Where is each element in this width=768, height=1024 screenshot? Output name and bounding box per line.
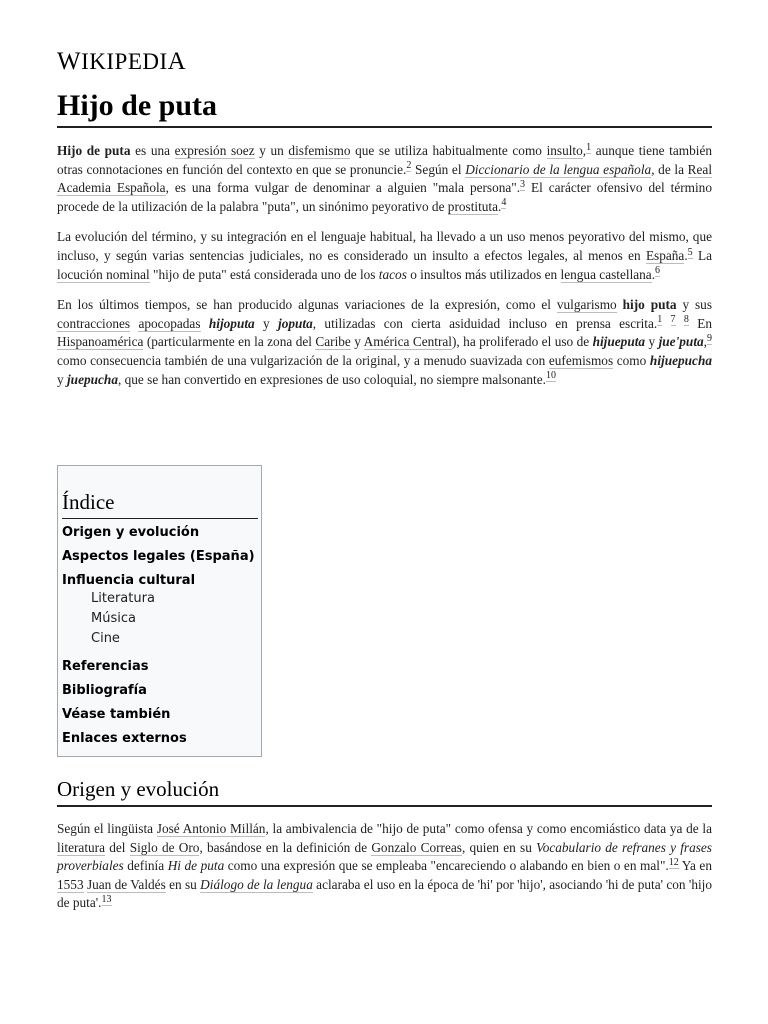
article-link[interactable]: expresión soez bbox=[174, 143, 255, 158]
text-run: como bbox=[613, 352, 650, 368]
text-run: , que se han convertido en expresiones de uso coloquial, no siempre malsonante. bbox=[117, 371, 546, 387]
text-run: ), ha proliferado el uso de bbox=[451, 334, 593, 350]
article-link[interactable]: Juan de Valdés bbox=[86, 876, 166, 892]
toc-cine[interactable]: Cine bbox=[91, 631, 120, 646]
logo-final: A bbox=[167, 48, 187, 75]
article-link[interactable]: Diccionario de la lengua española bbox=[465, 161, 652, 177]
text-run: , de la bbox=[651, 161, 688, 177]
page-title: Hijo de puta bbox=[57, 88, 712, 128]
text-run: , la ambivalencia de "hijo de puta" como ofensa y como encomiástico data ya de la bbox=[265, 821, 712, 836]
text-run: La evolución del término, y su integración en el lenguaje habitual, ha llevado a un uso menos peyorativo del mismo, que incluso, y según varias sentencias judiciales, no es considerado un insulto a efectos legales, al menos en bbox=[57, 229, 712, 263]
bold-italic-term: hijuepucha bbox=[649, 352, 712, 368]
italic-term: Hi de puta bbox=[167, 858, 225, 874]
reference-link[interactable]: 9 bbox=[707, 332, 712, 344]
reference-link[interactable]: 1 bbox=[586, 141, 592, 153]
reference-link[interactable]: 6 bbox=[655, 265, 661, 277]
reference-link[interactable]: 13 bbox=[101, 893, 112, 905]
toc-influencia-cultural[interactable]: Influencia cultural bbox=[62, 573, 196, 588]
text-run: y bbox=[254, 315, 279, 331]
text-run: . bbox=[684, 247, 688, 263]
article-link[interactable]: disfemismo bbox=[288, 143, 351, 158]
text-run: Según el lingüista bbox=[57, 821, 157, 836]
text-run: "hijo de puta" está considerada uno de los bbox=[149, 266, 379, 282]
text-run: En bbox=[688, 315, 713, 331]
intro-paragraph-3 bbox=[57, 296, 712, 389]
bold-italic-term: hijoputa bbox=[208, 315, 255, 331]
intro-paragraph-1 bbox=[57, 142, 712, 216]
text-run: . bbox=[651, 266, 656, 282]
logo-initial: W bbox=[57, 48, 82, 75]
article-link[interactable]: José Antonio Millán bbox=[156, 821, 266, 836]
article-link[interactable]: insulto bbox=[546, 143, 583, 158]
article-page bbox=[57, 48, 712, 389]
text-run: , bbox=[582, 143, 587, 158]
reference-link[interactable]: 7 bbox=[670, 314, 676, 326]
toc-enlaces-externos[interactable]: Enlaces externos bbox=[62, 731, 187, 746]
italic-term: tacos bbox=[378, 266, 407, 282]
toc-musica[interactable]: Música bbox=[91, 611, 136, 626]
text-run: (particularmente en la zona del bbox=[143, 334, 316, 350]
toc-list bbox=[62, 524, 257, 748]
article-link[interactable]: Hispanoamérica bbox=[57, 334, 144, 350]
reference-link[interactable]: 2 bbox=[406, 160, 412, 172]
article-link[interactable]: prostituta bbox=[447, 198, 499, 214]
logo-middle: IKIPEDI bbox=[81, 49, 168, 74]
table-of-contents bbox=[57, 465, 262, 757]
text-run: del bbox=[105, 839, 130, 855]
article-link[interactable]: Caribe bbox=[315, 334, 351, 350]
text-run: La bbox=[692, 247, 712, 263]
text-run bbox=[662, 316, 670, 331]
text-run: , basándose en la definición de bbox=[199, 839, 372, 855]
toc-referencias[interactable]: Referencias bbox=[62, 659, 149, 674]
text-run: definía bbox=[123, 858, 168, 874]
reference-link[interactable]: 10 bbox=[545, 370, 556, 382]
toc-title: Índice bbox=[62, 490, 258, 519]
bold-italic-term: jue'puta bbox=[658, 334, 704, 350]
text-run: El carácter ofensivo del término procede de la utilización de la palabra "puta", un sinónimo peyorativo de bbox=[57, 180, 712, 214]
intro-paragraph-2 bbox=[57, 228, 712, 284]
section-heading-origen: Origen y evolución bbox=[57, 775, 712, 807]
reference-link[interactable]: 12 bbox=[668, 856, 679, 868]
article-link[interactable]: vulgarismo bbox=[556, 297, 617, 313]
toc-literatura[interactable]: Literatura bbox=[91, 591, 155, 606]
reference-link[interactable]: 5 bbox=[687, 246, 693, 258]
article-link[interactable]: eufemismos bbox=[548, 352, 614, 368]
reference-link[interactable]: 3 bbox=[520, 178, 526, 190]
text-run: , utilizadas con cierta asiduidad incluso en prensa escrita. bbox=[312, 315, 658, 331]
toc-vease-tambien[interactable]: Véase también bbox=[62, 707, 171, 722]
text-run: En los últimos tiempos, se han producido algunas variaciones de la expresión, como el bbox=[57, 297, 557, 313]
text-run: , bbox=[703, 334, 707, 350]
text-run: y bbox=[57, 371, 67, 387]
bold-italic-term: joputa bbox=[278, 315, 313, 331]
article-link[interactable]: Gonzalo Correas bbox=[371, 839, 462, 855]
text-run: como consecuencia también de una vulgarización de la original, y a menudo suavizada con bbox=[57, 352, 549, 368]
article-link[interactable]: América Central bbox=[363, 334, 452, 350]
article-link[interactable]: España bbox=[645, 247, 685, 263]
text-run: en su bbox=[165, 876, 201, 892]
text-run: aunque tiene también otras connotaciones en función del contexto en que se pronuncie. bbox=[57, 143, 713, 177]
text-run: Según el bbox=[411, 161, 466, 177]
article-link[interactable]: Siglo de Oro bbox=[129, 839, 200, 855]
text-run: como una expresión que se empleaba "encareciendo o alabando en bien o en mal". bbox=[224, 858, 669, 874]
toc-aspectos-legales[interactable]: Aspectos legales (España) bbox=[62, 549, 255, 564]
text-run bbox=[201, 316, 209, 331]
article-link[interactable]: Real Academia Española bbox=[57, 161, 713, 196]
italic-term: Vocabulario de refranes y frases proverbiales bbox=[57, 839, 712, 874]
reference-link[interactable]: 4 bbox=[501, 197, 507, 209]
text-run: y bbox=[645, 334, 659, 350]
text-run: , es una forma vulgar de denominar a alguien "mala persona". bbox=[165, 180, 521, 196]
text-run: es una bbox=[130, 143, 175, 158]
section-origen-body bbox=[57, 820, 712, 913]
article-link[interactable]: apocopadas bbox=[138, 315, 201, 331]
article-link[interactable]: lengua castellana bbox=[560, 266, 652, 282]
wikipedia-logo[interactable] bbox=[57, 48, 712, 76]
text-run: , quien en su bbox=[461, 839, 537, 855]
article-link[interactable]: contracciones bbox=[57, 315, 131, 331]
bold-term: Hijo de puta bbox=[57, 143, 131, 158]
reference-link[interactable]: 1 bbox=[657, 314, 663, 326]
article-link[interactable]: locución nominal bbox=[57, 266, 150, 282]
article-link[interactable]: 1553 bbox=[57, 876, 84, 892]
bold-term: hijo puta bbox=[622, 297, 677, 313]
toc-origen-y-evolucion[interactable]: Origen y evolución bbox=[62, 525, 200, 540]
origen-paragraph-1 bbox=[57, 820, 712, 913]
bold-italic-term: juepucha bbox=[66, 371, 118, 387]
text-run: y un bbox=[254, 143, 289, 158]
toc-bibliografia[interactable]: Bibliografía bbox=[62, 683, 147, 698]
text-run bbox=[676, 316, 684, 331]
text-run: que se utiliza habitualmente como bbox=[350, 143, 547, 158]
text-run: . bbox=[498, 198, 502, 214]
reference-link[interactable]: 8 bbox=[683, 314, 689, 326]
text-run: Ya en bbox=[678, 858, 712, 874]
article-link[interactable]: literatura bbox=[57, 839, 105, 855]
text-run: o insultos más utilizados en bbox=[406, 266, 561, 282]
text-run: aclaraba el uso en la época de 'hi' por 'hijo', asociando 'hi de puta' con 'hijo de puta'. bbox=[57, 876, 713, 911]
text-run: y sus bbox=[676, 297, 713, 313]
bold-italic-term: hijueputa bbox=[592, 334, 646, 350]
text-run: y bbox=[350, 334, 364, 350]
article-link[interactable]: Diálogo de la lengua bbox=[200, 876, 313, 892]
